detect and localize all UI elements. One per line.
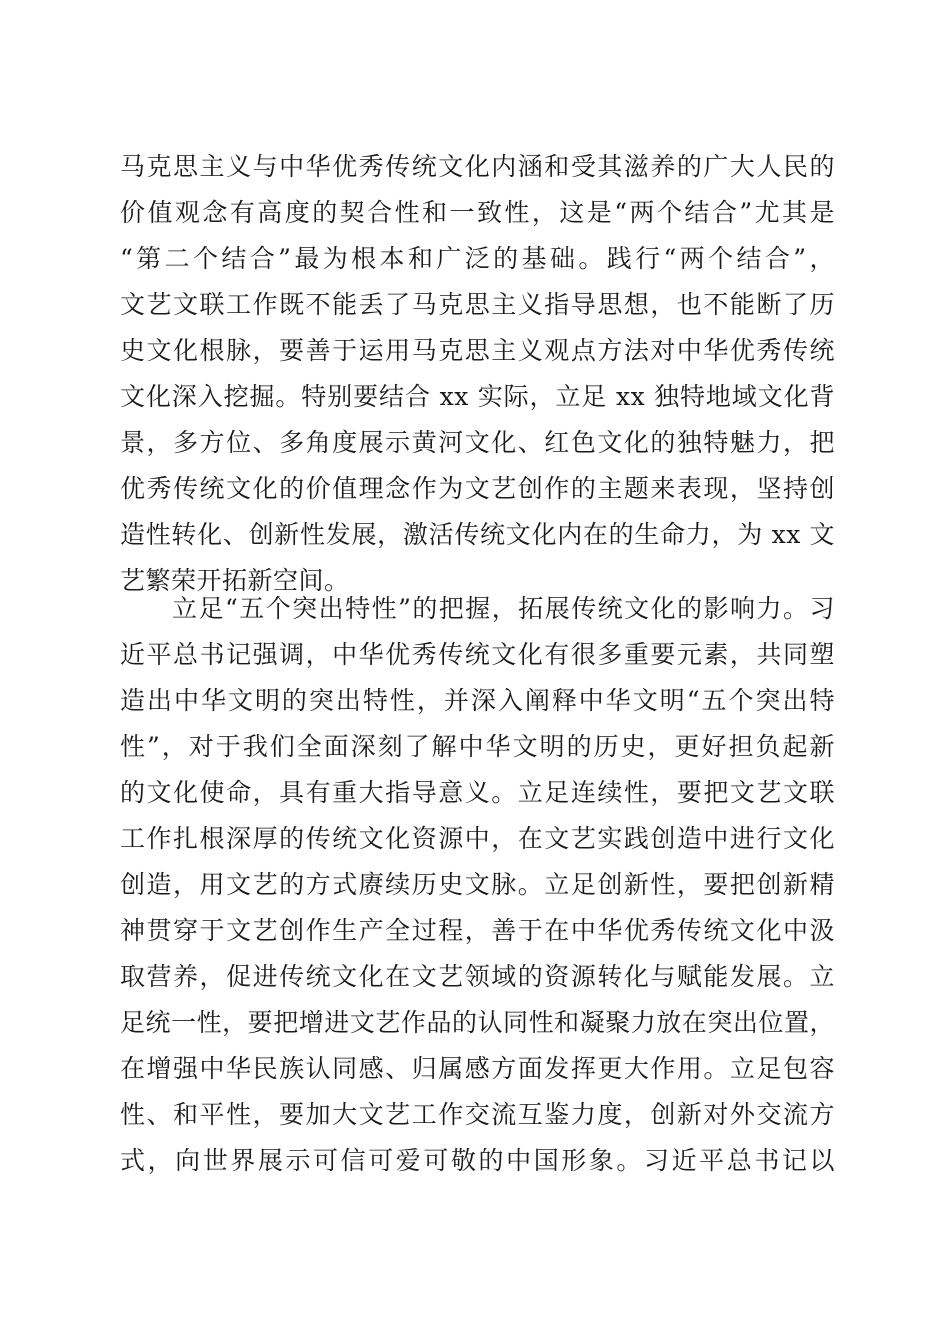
text-line: 足统一性，要把增进文艺作品的认同性和凝聚力放在突出位置， (120, 1008, 835, 1037)
text-line: 史文化根脉，要善于运用马克思主义观点方法对中华优秀传统 (120, 336, 835, 365)
text-line: 造出中华文明的突出特性，并深入阐释中华文明“五个突出特 (120, 686, 835, 715)
text-line: 文化深入挖掘。特别要结合 xx 实际，立足 xx 独特地域文化背 (120, 382, 835, 411)
text-line: 景，多方位、多角度展示黄河文化、红色文化的独特魅力，把 (120, 428, 835, 457)
text-line: 工作扎根深厚的传统文化资源中，在文艺实践创造中进行文化 (120, 824, 835, 853)
text-line: 立足“五个突出特性”的把握，拓展传统文化的影响力。习 (172, 594, 835, 623)
text-line: 创造，用文艺的方式赓续历史文脉。立足创新性，要把创新精 (120, 870, 835, 899)
text-line: “第二个结合”最为根本和广泛的基础。践行“两个结合”， (120, 244, 835, 273)
text-line: 性、和平性，要加大文艺工作交流互鉴力度，创新对外交流方 (120, 1100, 835, 1129)
text-line: 在增强中华民族认同感、归属感方面发挥更大作用。立足包容 (120, 1054, 835, 1083)
paragraph-five-characteristics (120, 586, 835, 1184)
text-line: 神贯穿于文艺创作生产全过程，善于在中华优秀传统文化中汲 (120, 916, 835, 945)
text-line: 造性转化、创新性发展，激活传统文化内在的生命力，为 xx 文 (120, 520, 835, 549)
text-line: 取营养，促进传统文化在文艺领域的资源转化与赋能发展。立 (120, 962, 835, 991)
paragraph-marxism-culture (120, 144, 835, 604)
text-line: 马克思主义与中华优秀传统文化内涵和受其滋养的广大人民的 (120, 152, 835, 181)
text-line: 艺繁荣开拓新空间。 (120, 566, 350, 595)
text-line: 优秀传统文化的价值理念作为文艺创作的主题来表现，坚持创 (120, 474, 835, 503)
text-line: 性”，对于我们全面深刻了解中华文明的历史，更好担负起新 (120, 732, 835, 761)
text-line: 价值观念有高度的契合性和一致性，这是“两个结合”尤其是 (120, 198, 835, 227)
text-line: 文艺文联工作既不能丢了马克思主义指导思想，也不能断了历 (120, 290, 835, 319)
text-line: 的文化使命，具有重大指导意义。立足连续性，要把文艺文联 (120, 778, 835, 807)
text-line: 式，向世界展示可信可爱可敬的中国形象。习近平总书记以 (120, 1146, 835, 1175)
text-line: 近平总书记强调，中华优秀传统文化有很多重要元素，共同塑 (120, 640, 835, 669)
